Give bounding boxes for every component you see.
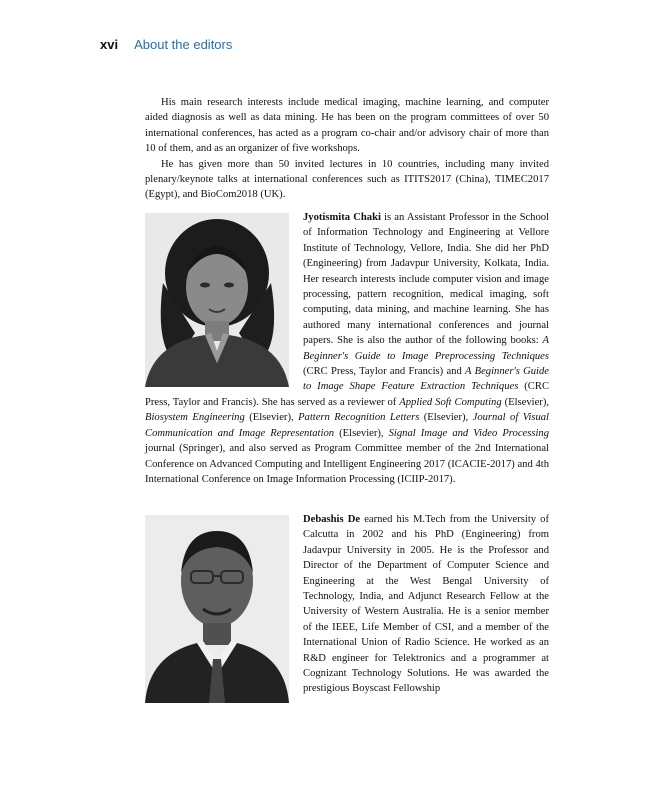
editor-bio-de-text: Debashis De earned his M.Tech from the University of Calcutta in 2002 and his PhD (Engineering) from Jadavpur University in 2005. He is the Professor and Director of the Department of Computer Science and Engineering at the West Bengal University of Technology, India, and Adjunct Research Fellow at the University of Western Australia. He is a senior member of the IEEE, Life Member of CSI, and a member of the International Union of Radio Science. He worked as an R&D engineer for Telektronics and a programmer at Cognizant Technology Solutions. He was awarded the prestigious Boyscast Fellowship [303, 514, 550, 695]
portrait-jyotismita-chaki [145, 213, 289, 387]
intro-paragraph-2: He has given more than 50 invited lectures in 10 countries, including many invited plenary/keynote talks at international conferences such as ITITS2017 (China), TIMEC2017 (Egypt), and BioCom2018 (UK). [145, 158, 549, 201]
editor-bio-de [145, 512, 549, 705]
editor-name: Debashis De [303, 514, 361, 525]
editor-bio-chaki [145, 210, 549, 487]
editor-bio-chaki-text: Jyotismita Chaki is an Assistant Professor in the School of Information Technology and Engineering at Vellore Institute of Technology, Vellore, India. She did her PhD (Engineering) from Jadavpur University, Kolkata, India. Her research interests include computer vision and image processing, pattern recognition, medical imaging, soft computing, data mining, and machine learning. She has authored many international conferences and journal papers. She is also the author of the following books: A Beginner's Guide to Image Preprocessing Techniques (CRC Press, Taylor and Francis) and A Beginner's Guide to Image Shape Feature Extraction Techniques (CRC Press, Taylor and Francis). She has served as a reviewer of Applied Soft Computing (Elsevier), Biosystem Engineering (Elsevier), Pattern Recognition Letters (Elsevier), Journal of Visual Communication and Image Representation (Elsevier), Signal Image and Video Processing journal (Springer), and also served as Program Committee member of the 2nd International Conference on Advanced Computing and Intelligent Engineering 2017 (ICACIE-2017) and 4th International Conference on Image Information Processing (ICIIP-2017). [145, 212, 550, 485]
intro-section [145, 95, 549, 203]
portrait-debashis-de [145, 515, 289, 703]
intro-paragraph-1: His main research interests include medical imaging, machine learning, and computer aided diagnosis as well as data mining. He has been on the program committees of over 50 international conferences, has acted as a program co-chair and/or advisory chair of more than 10 of them, and as an organizer of five workshops. [145, 97, 549, 155]
page-number: xvi [100, 37, 119, 52]
editor-name: Jyotismita Chaki [303, 212, 381, 223]
page-header [100, 36, 232, 56]
running-title: About the editors [134, 37, 233, 52]
